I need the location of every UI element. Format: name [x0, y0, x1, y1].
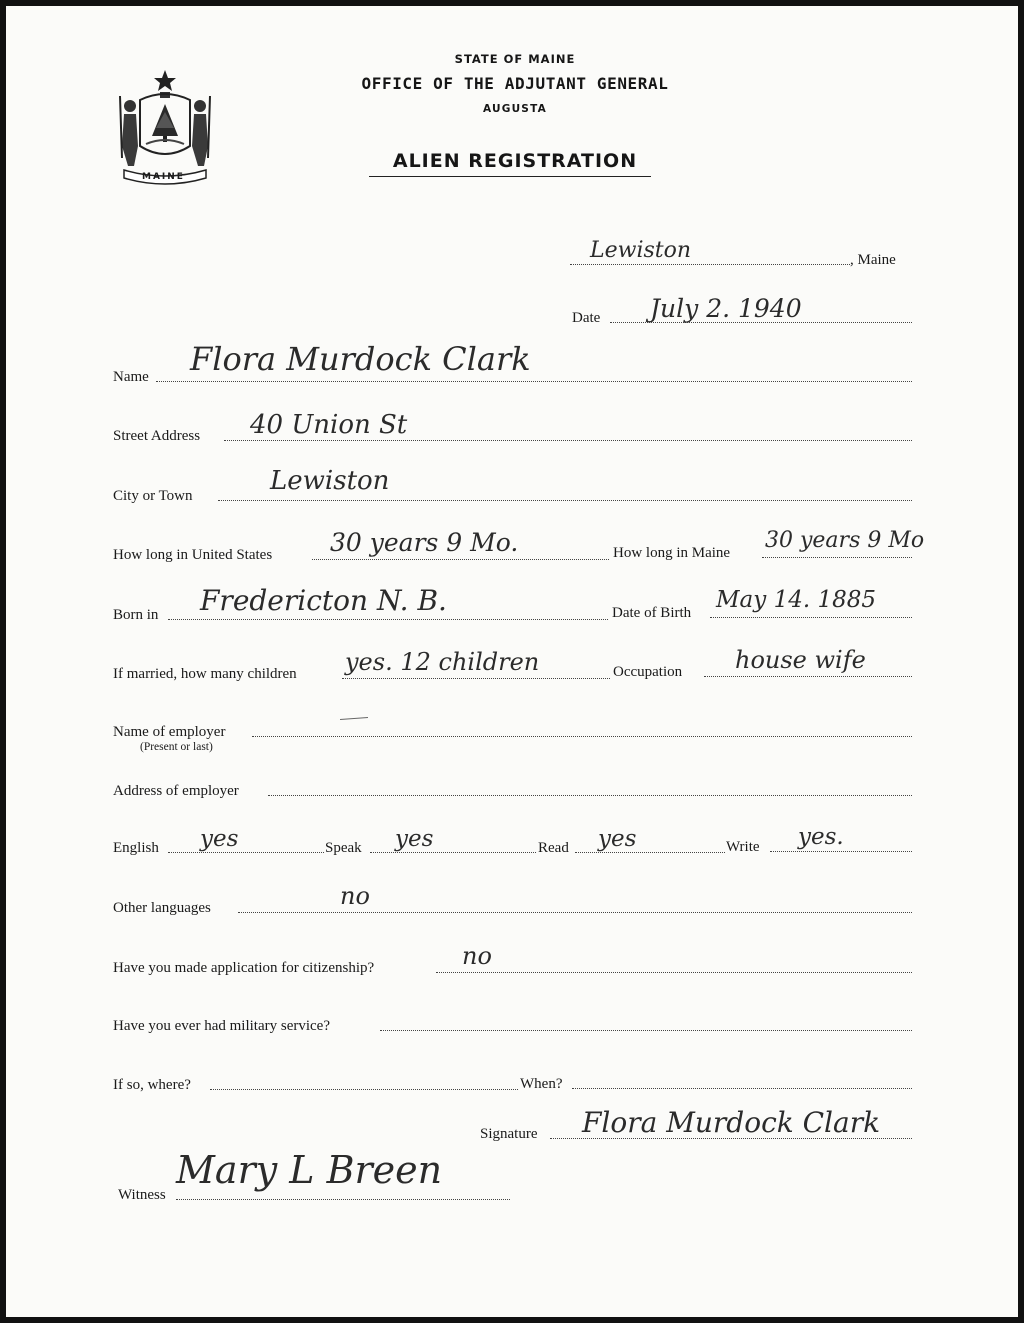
form-title: ALIEN REGISTRATION: [392, 150, 638, 172]
english-entry: yes: [200, 826, 239, 852]
married-label: If married, how many children: [113, 666, 297, 682]
read-label: Read: [538, 840, 569, 856]
us-duration-line: [312, 559, 609, 560]
when-line: [572, 1088, 912, 1089]
occupation-entry: house wife: [735, 646, 866, 674]
town-entry: Lewiston: [590, 238, 692, 263]
employer-sublabel: (Present or last): [140, 741, 213, 753]
city-label: City or Town: [113, 488, 193, 504]
title-underline: [369, 176, 651, 177]
where-line: [210, 1089, 518, 1090]
employer-address-label: Address of employer: [113, 783, 239, 799]
dob-line: [710, 617, 912, 618]
married-entry: yes. 12 children: [345, 648, 540, 676]
other-languages-line: [238, 912, 912, 913]
town-suffix-label: , Maine: [850, 252, 896, 268]
write-entry: yes.: [798, 824, 844, 850]
signature-label: Signature: [480, 1126, 538, 1142]
speak-entry: yes: [395, 826, 434, 852]
name-line: [156, 381, 912, 382]
when-label: When?: [520, 1076, 563, 1092]
street-line: [224, 440, 912, 441]
employer-label: Name of employer: [113, 724, 226, 740]
citizenship-entry: no: [462, 942, 492, 970]
occupation-label: Occupation: [613, 664, 683, 680]
other-languages-label: Other languages: [113, 900, 211, 916]
write-label: Write: [726, 839, 760, 855]
dob-label: Date of Birth: [612, 605, 692, 621]
citizenship-line: [436, 972, 912, 973]
where-label: If so, where?: [113, 1077, 191, 1093]
english-line: [168, 852, 324, 853]
maine-duration-entry: 30 years 9 Mo: [765, 528, 925, 553]
us-duration-entry: 30 years 9 Mo.: [330, 528, 519, 557]
english-label: English: [113, 840, 159, 856]
state-seal-icon: [110, 66, 220, 186]
name-entry: Flora Murdock Clark: [190, 340, 531, 378]
town-line: [570, 264, 850, 265]
employer-stray-mark: [340, 717, 368, 720]
us-duration-label: How long in United States: [113, 547, 273, 563]
city-line: [218, 500, 912, 501]
city-entry: Lewiston: [270, 466, 390, 496]
born-line: [168, 619, 608, 620]
born-entry: Fredericton N. B.: [200, 584, 447, 617]
military-label: Have you ever had military service?: [113, 1018, 330, 1034]
born-label: Born in: [113, 607, 159, 623]
header-city: AUGUSTA: [483, 103, 547, 115]
street-entry: 40 Union St: [250, 410, 408, 440]
witness-entry: Mary L Breen: [176, 1148, 443, 1192]
military-line: [380, 1030, 912, 1031]
header-state: STATE OF MAINE: [454, 52, 576, 66]
date-entry: July 2. 1940: [650, 294, 802, 323]
seal-banner-text: MAINE: [142, 172, 185, 182]
employer-line: [252, 736, 912, 737]
other-languages-entry: no: [340, 882, 370, 910]
witness-label: Witness: [118, 1187, 166, 1203]
write-line: [770, 851, 912, 852]
speak-line: [370, 852, 536, 853]
read-line: [575, 852, 725, 853]
read-entry: yes: [598, 826, 637, 852]
citizenship-label: Have you made application for citizenship?: [113, 960, 375, 976]
maine-duration-label: How long in Maine: [613, 545, 731, 561]
name-label: Name: [113, 369, 149, 385]
street-label: Street Address: [113, 428, 201, 444]
witness-line: [176, 1199, 510, 1200]
married-line: [342, 678, 610, 679]
date-label: Date: [572, 310, 601, 326]
occupation-line: [704, 676, 912, 677]
header-office: OFFICE OF THE ADJUTANT GENERAL: [361, 74, 669, 93]
maine-duration-line: [762, 557, 912, 558]
dob-entry: May 14. 1885: [716, 587, 876, 613]
signature-entry: Flora Murdock Clark: [582, 1106, 881, 1139]
speak-label: Speak: [325, 840, 362, 856]
employer-address-line: [268, 795, 912, 796]
